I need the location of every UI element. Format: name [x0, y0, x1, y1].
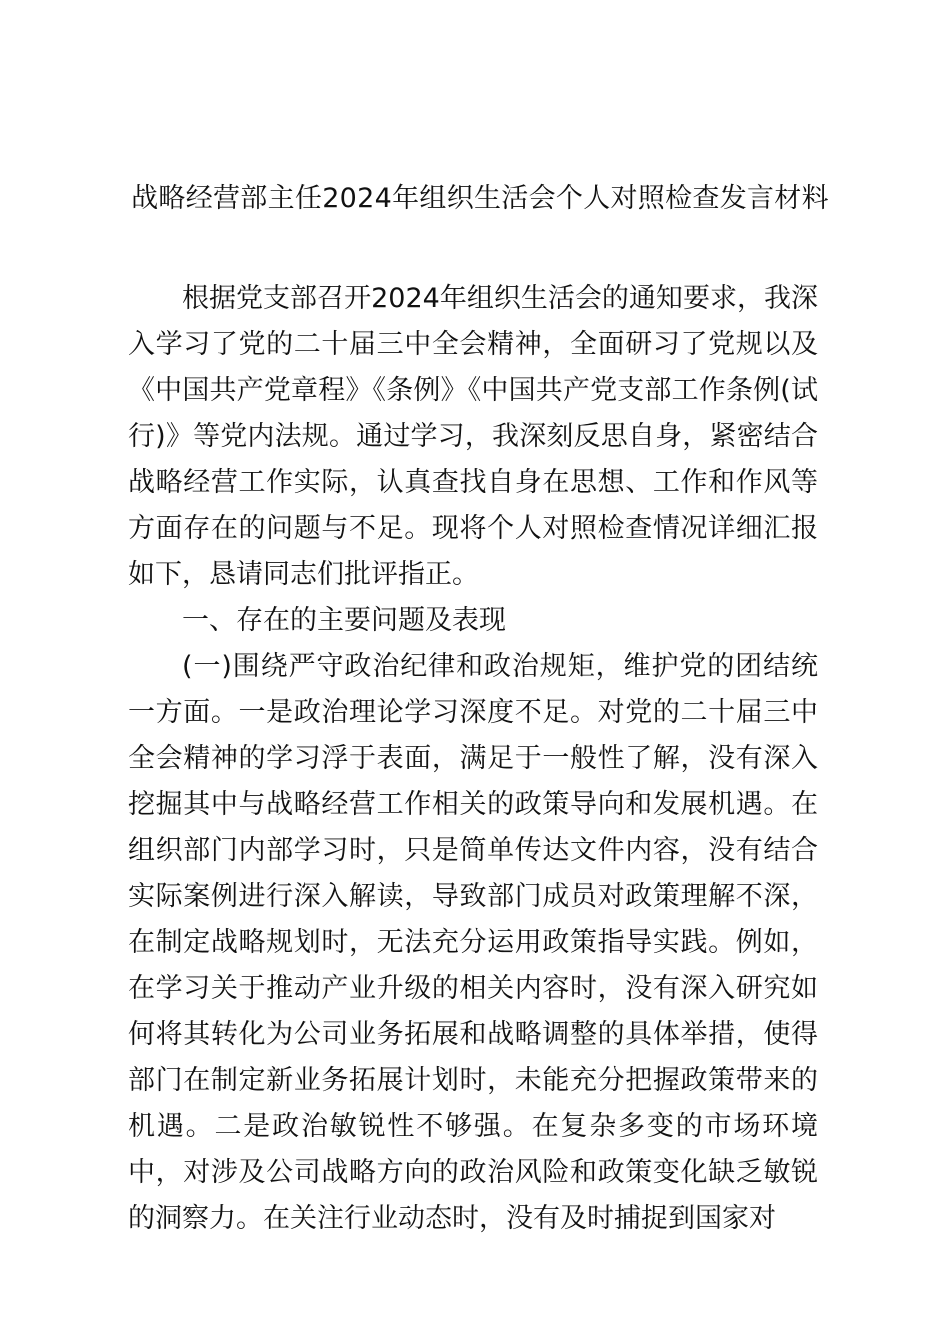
intro-paragraph: 根据党支部召开2024年组织生活会的通知要求，我深入学习了党的二十届三中全会精神，全面研习了党规以及《中国共产党章程》《条例》《中国共产党支部工作条例(试行)》等党内法规。通过学习，我深刻反思自身，紧密结合战略经营工作实际，认真查找自身在思想、工作和作风等方面存在的问题与不足。现将个人对照检查情况详细汇报如下，恳请同志们批评指正。 — [128, 283, 818, 590]
body-paragraph: (一)围绕严守政治纪律和政治规矩，维护党的团结统一方面。一是政治理论学习深度不足。对党的二十届三中全会精神的学习浮于表面，满足于一般性了解，没有深入挖掘其中与战略经营工作相关的政策导向和发展机遇。在组织部门内部学习时，只是简单传达文件内容，没有结合实际案例进行深入解读，导致部门成员对政策理解不深，在制定战略规划时，无法充分运用政策指导实践。例如，在学习关于推动产业升级的相关内容时，没有深入研究如何将其转化为公司业务拓展和战略调整的具体举措，使得部门在制定新业务拓展计划时，未能充分把握政策带来的机遇。二是政治敏锐性不够强。在复杂多变的市场环境中，对涉及公司战略方向的政治风险和政策变化缺乏敏锐的洞察力。在关注行业动态时，没有及时捕捉到国家对 — [128, 651, 818, 1234]
section-heading: 一、存在的主要问题及表现 — [182, 605, 506, 636]
document-title: 战略经营部主任2024年组织生活会个人对照检查发言材料 — [131, 183, 829, 214]
document-body — [128, 276, 818, 1242]
